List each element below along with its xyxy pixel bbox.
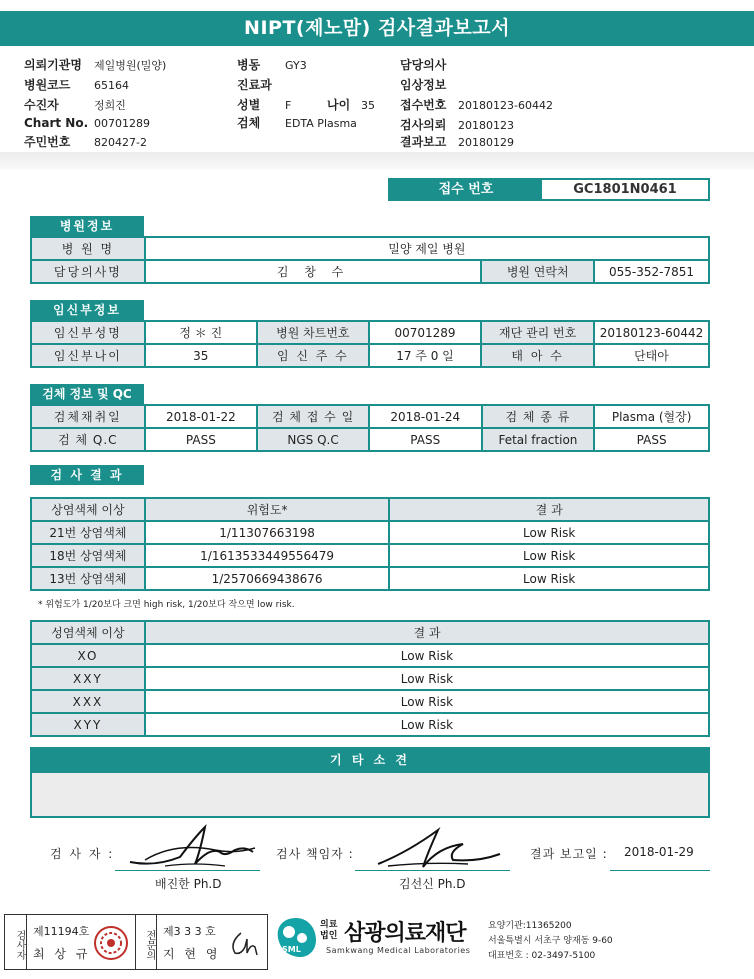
- box1-side-label: 검사자: [5, 915, 27, 969]
- header-value: F: [285, 99, 292, 112]
- collect-label: 검체채취일: [31, 405, 145, 428]
- chief-name: 김선신 Ph.D: [399, 877, 466, 891]
- header-row-resident-no: [24, 133, 147, 150]
- header-key: 성별: [237, 98, 261, 112]
- header-key: 수진자: [24, 98, 59, 112]
- header-key: 진료과: [237, 78, 272, 92]
- red-seal-icon: [93, 925, 129, 961]
- footer: [4, 912, 754, 976]
- header-row-institution: [24, 56, 166, 73]
- type-label: 검 체 종 류: [482, 405, 595, 428]
- report-title: NIPT(제노맘) 검사결과보고서: [0, 11, 754, 46]
- results-cell: Low Risk: [389, 521, 709, 544]
- report-date-label: 결과 보고일 :: [530, 847, 608, 861]
- results-header-cell: 결 과: [389, 498, 709, 521]
- report-date-value: 2018-01-29: [624, 845, 694, 859]
- receipt-label: 접수 번호: [390, 180, 542, 199]
- header-value: 35: [361, 99, 375, 112]
- tester-label: 검 사 자 :: [50, 847, 115, 861]
- report-date-underline: [610, 870, 710, 871]
- table-row: [31, 521, 709, 544]
- header-row-receipt-no: [400, 96, 553, 113]
- ngs-value: PASS: [369, 428, 482, 451]
- table-row: [31, 567, 709, 590]
- pregnant-age-value: 35: [145, 344, 257, 367]
- chief-signature: [368, 822, 508, 872]
- org-english-name: Samkwang Medical Laboratories: [326, 946, 471, 955]
- qc-value: PASS: [145, 428, 258, 451]
- org-address: 서울특별시 서초구 양재동 9-60: [488, 936, 613, 946]
- table-row: [31, 405, 709, 428]
- weeks-label: 임 신 주 수: [257, 344, 369, 367]
- mgmt-label: 재단 관리 번호: [481, 321, 594, 344]
- header-row-department: [237, 76, 285, 93]
- table-row: [31, 713, 709, 736]
- chart-label: 병원 차트번호: [257, 321, 369, 344]
- tester-underline: [115, 870, 260, 871]
- header-row-doctor: [400, 56, 458, 73]
- header-value: EDTA Plasma: [285, 117, 357, 130]
- section-hospital-title: 병원정보: [30, 216, 144, 236]
- section-results-title: 검 사 결 과: [30, 465, 144, 485]
- table-row: [31, 690, 709, 713]
- org-prefix: 의료법인: [320, 920, 338, 941]
- results-table: [30, 497, 710, 591]
- header-row-hospital-code: [24, 76, 129, 93]
- header-key: 검체: [237, 116, 261, 130]
- mgmt-value: 20180123-60442: [594, 321, 709, 344]
- contact-value: 055-352-7851: [594, 260, 709, 283]
- box1-name: 최 상 규: [33, 947, 91, 961]
- pregnant-name-value: 정 ＊ 진: [145, 321, 257, 344]
- logo-text: SML: [282, 945, 301, 954]
- header-row-ward: [237, 56, 307, 73]
- table-row: [31, 667, 709, 690]
- hospital-name-value: 밀양 제일 병원: [145, 237, 709, 260]
- box2-signature: [227, 929, 261, 959]
- table-row: [31, 644, 709, 667]
- sex-cell: Low Risk: [145, 713, 709, 736]
- header-key: 결과보고: [400, 135, 447, 149]
- sml-logo-icon: [272, 916, 320, 970]
- header-key: 접수번호: [400, 98, 447, 112]
- header-key: Chart No.: [24, 116, 89, 130]
- pregnant-table: [30, 320, 710, 368]
- header-row-request-date: [400, 116, 514, 133]
- hospital-name-label: 병 원 명: [31, 237, 145, 260]
- receipt-value: GC1801N0461: [573, 182, 677, 197]
- results-cell: 13번 상염색체: [31, 567, 145, 590]
- header-key: 주민번호: [24, 135, 71, 149]
- results-cell: 1/11307663198: [145, 521, 389, 544]
- pregnant-name-label: 임신부성명: [31, 321, 145, 344]
- table-row: [31, 544, 709, 567]
- etc-body: [30, 773, 710, 818]
- doctor-value: 김 창 수: [145, 260, 482, 283]
- qc-label: 검 체 Q.C: [31, 428, 145, 451]
- results-cell: 18번 상염색체: [31, 544, 145, 567]
- header-row-age: [327, 96, 375, 113]
- box2-side-label: 전문의: [135, 915, 157, 969]
- sex-cell: XXX: [31, 690, 145, 713]
- results-cell: Low Risk: [389, 544, 709, 567]
- fetus-value: 단태아: [594, 344, 709, 367]
- contact-label: 병원 연락처: [481, 260, 594, 283]
- hospital-table: [30, 236, 710, 284]
- header-value: 20180123-60442: [458, 99, 553, 112]
- org-phone: 대표번호 : 02-3497-5100: [488, 951, 596, 961]
- fetal-label: Fetal fraction: [482, 428, 595, 451]
- sex-cell: Low Risk: [145, 644, 709, 667]
- table-header-row: [31, 621, 709, 644]
- table-row: [31, 428, 709, 451]
- header-row-report-date: [400, 133, 514, 150]
- results-cell: 21번 상염색체: [31, 521, 145, 544]
- chief-underline: [355, 870, 510, 871]
- ngs-label: NGS Q.C: [257, 428, 369, 451]
- weeks-value: 17 주 0 일: [369, 344, 482, 367]
- etc-title: 기 타 소 견: [30, 747, 710, 773]
- receipt-number-box: [388, 178, 710, 201]
- header-key: 검사의뢰: [400, 118, 447, 132]
- fetal-value: PASS: [594, 428, 709, 451]
- table-row: [31, 321, 709, 344]
- pregnant-age-label: 임신부나이: [31, 344, 145, 367]
- header-value: GY3: [285, 59, 307, 72]
- header-key: 담당의사: [400, 58, 447, 72]
- sex-cell: XXY: [31, 667, 145, 690]
- divider-band: [0, 152, 754, 170]
- sex-results-table: [30, 620, 710, 737]
- chief-label: 검사 책임자 :: [276, 847, 354, 861]
- tester-name: 배진한 Ph.D: [155, 877, 222, 891]
- doctor-label: 담당의사명: [31, 260, 145, 283]
- signature-stamp-box: [4, 914, 268, 970]
- section-specimen-title: 검체 정보 및 QC: [30, 384, 144, 404]
- type-value: Plasma (혈장): [594, 405, 709, 428]
- sex-cell: Low Risk: [145, 690, 709, 713]
- results-header-cell: 상염색체 이상: [31, 498, 145, 521]
- header-value: 20180123: [458, 119, 514, 132]
- section-pregnant-title: 임신부정보: [30, 300, 144, 320]
- box1-number: 제11194호: [33, 925, 90, 938]
- box2-number: 제3 3 3 호: [163, 925, 216, 938]
- results-cell: Low Risk: [389, 567, 709, 590]
- sex-cell: XYY: [31, 713, 145, 736]
- org-code: 요양기관:11365200: [488, 921, 572, 931]
- receive-value: 2018-01-24: [369, 405, 482, 428]
- results-cell: 1/1613533449556479: [145, 544, 389, 567]
- header-key: 의뢰기관명: [24, 58, 82, 72]
- fetus-label: 태 아 수: [481, 344, 594, 367]
- sex-header-cell: 성염색체 이상: [31, 621, 145, 644]
- chart-value: 00701289: [369, 321, 482, 344]
- results-header-cell: 위험도*: [145, 498, 389, 521]
- header-value: 제일병원(밀양): [94, 59, 167, 72]
- header-key: 임상정보: [400, 78, 447, 92]
- receive-label: 검 체 접 수 일: [257, 405, 369, 428]
- header-key: 나이: [327, 98, 351, 112]
- header-value: 정희진: [94, 99, 126, 112]
- table-row: [31, 237, 709, 260]
- header-row-sex: [237, 96, 291, 113]
- specimen-table: [30, 404, 710, 452]
- table-header-row: [31, 498, 709, 521]
- header-value: 65164: [94, 79, 129, 92]
- org-name: 삼광의료재단: [344, 921, 466, 946]
- header-value: 820427-2: [94, 136, 147, 149]
- box2-name: 지 현 영: [163, 947, 221, 961]
- sex-cell: XO: [31, 644, 145, 667]
- header-value: 20180129: [458, 136, 514, 149]
- header-key: 병원코드: [24, 78, 71, 92]
- header-value: 00701289: [94, 117, 150, 130]
- sex-cell: Low Risk: [145, 667, 709, 690]
- header-row-specimen: [237, 114, 357, 131]
- tester-signature: [125, 822, 260, 872]
- results-cell: 1/2570669438676: [145, 567, 389, 590]
- header-row-clinical-info: [400, 76, 458, 93]
- collect-value: 2018-01-22: [145, 405, 258, 428]
- header-key: 병동: [237, 58, 261, 72]
- sex-header-cell: 결 과: [145, 621, 709, 644]
- header-row-chart: [24, 116, 150, 130]
- table-row: [31, 344, 709, 367]
- header-row-patient: [24, 96, 126, 113]
- risk-note: * 위험도가 1/20보다 크면 high risk, 1/20보다 작으면 low risk.: [38, 600, 295, 610]
- table-row: [31, 260, 709, 283]
